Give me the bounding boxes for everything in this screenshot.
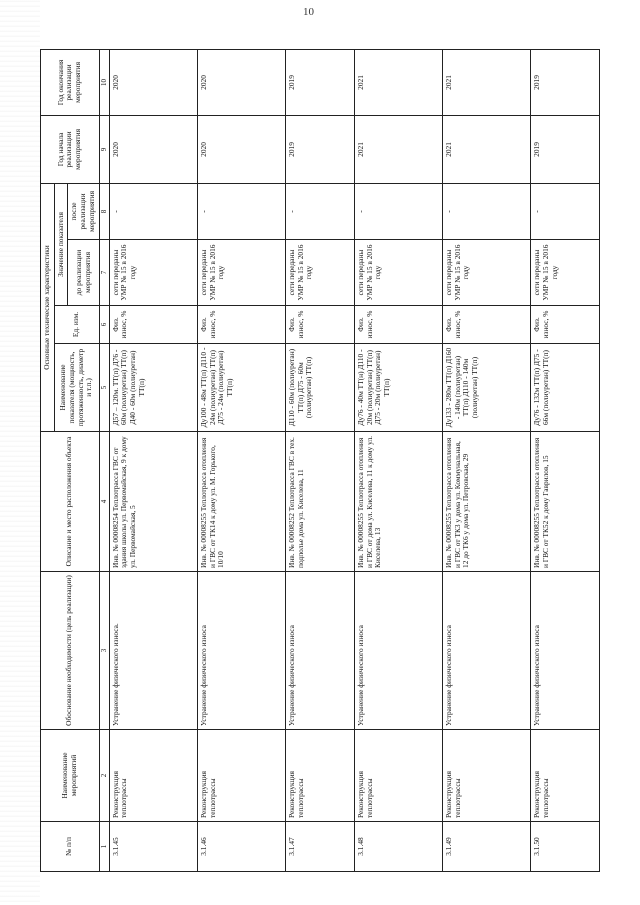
row-name: Реконструкция теплотрассы bbox=[109, 730, 197, 822]
table-row bbox=[109, 49, 197, 871]
header-num: № п/п bbox=[41, 822, 100, 872]
header-value-group: Значение показателя bbox=[54, 183, 68, 305]
row-end-year: 2020 bbox=[109, 49, 197, 115]
row-name: Реконструкция теплотрассы bbox=[354, 730, 442, 822]
row-after: - bbox=[531, 183, 600, 239]
row-start-year: 2019 bbox=[531, 115, 600, 183]
row-param: Д110 - 60м (полиуретан) ТТ(п) Д75 - 60м (полиуретан) ТТ(п) bbox=[285, 344, 354, 432]
row-param: Ду133 - 280м ТТ(п) Д160 - 140м (полиуретан) ТТ(п) Д110 - 140м (полиуретан) ТТ(п) bbox=[442, 344, 530, 432]
row-end-year: 2019 bbox=[531, 49, 600, 115]
row-after: - bbox=[354, 183, 442, 239]
row-number: 3.1.50 bbox=[531, 822, 600, 872]
row-start-year: 2021 bbox=[354, 115, 442, 183]
row-unit: Физ. износ, % bbox=[531, 306, 600, 344]
table-row bbox=[197, 49, 285, 871]
row-start-year: 2019 bbox=[285, 115, 354, 183]
header-before: до реализации мероприятия bbox=[68, 240, 99, 306]
row-number: 3.1.46 bbox=[197, 822, 285, 872]
col-number: 4 bbox=[99, 432, 109, 572]
row-end-year: 2019 bbox=[285, 49, 354, 115]
row-reason: Устранение физического износа bbox=[531, 572, 600, 730]
row-number: 3.1.49 bbox=[442, 822, 530, 872]
row-name: Реконструкция теплотрассы bbox=[285, 730, 354, 822]
table-row bbox=[285, 49, 354, 871]
col-number: 7 bbox=[99, 240, 109, 306]
rotated-table-wrapper bbox=[40, 50, 600, 872]
row-after: - bbox=[197, 183, 285, 239]
header-tech-group: Основные технические характеристики bbox=[41, 183, 55, 431]
header-after: после реализации мероприятия bbox=[68, 183, 99, 239]
row-number: 3.1.47 bbox=[285, 822, 354, 872]
row-location: Инв. № 00008255 Теплотрасса отопления и ГВС от ТК3 у дома ул. Коммунальная, 12 до ТК6 у дома ул. Петровская, 29 bbox=[442, 432, 530, 572]
col-number: 6 bbox=[99, 306, 109, 344]
header-end-year: Год окончания реализации мероприятия bbox=[41, 49, 100, 115]
header-reason: Обоснование необходимости (цель реализации) bbox=[41, 572, 100, 730]
header-param: Наименование показателя (мощность, протяженность, диаметр и т.п.) bbox=[54, 344, 99, 432]
column-number-row bbox=[99, 49, 109, 871]
col-number: 2 bbox=[99, 730, 109, 822]
row-start-year: 2020 bbox=[109, 115, 197, 183]
table-row bbox=[442, 49, 530, 871]
row-after: - bbox=[442, 183, 530, 239]
row-name: Реконструкция теплотрассы bbox=[531, 730, 600, 822]
row-end-year: 2021 bbox=[442, 49, 530, 115]
row-reason: Устранение физического износа. bbox=[109, 572, 197, 730]
row-end-year: 2021 bbox=[354, 49, 442, 115]
row-param: Д57 – 120м. ТТ(п) Д76 - 60м (полиуретан) ТТ(п) Д40 - 60м (полиуретан) ТТ(п) bbox=[109, 344, 197, 432]
row-unit: Физ. износ, % bbox=[197, 306, 285, 344]
row-after: - bbox=[285, 183, 354, 239]
col-number: 10 bbox=[99, 49, 109, 115]
header-row-1 bbox=[41, 49, 55, 871]
row-unit: Физ. износ, % bbox=[109, 306, 197, 344]
row-before: сети переданы УМР № 15 в 2016 году bbox=[109, 240, 197, 306]
row-number: 3.1.48 bbox=[354, 822, 442, 872]
row-reason: Устранение физического износа bbox=[354, 572, 442, 730]
header-unit: Ед. изм. bbox=[54, 306, 99, 344]
col-number: 3 bbox=[99, 572, 109, 730]
row-param: Ду76 - 132м ТТ(п) Д75 - 66м (полиуретан) ТТ(п) bbox=[531, 344, 600, 432]
header-name: Наименование мероприятий bbox=[41, 730, 100, 822]
row-param: Ду76 - 40м ТТ(н) Д110 - 20м (полиуретан) ТТ(п) Д75 - 20м (полиуретан) ТТ(п) bbox=[354, 344, 442, 432]
row-before: сети переданы УМР № 15 в 2016 году bbox=[354, 240, 442, 306]
header-start-year: Год начала реализации мероприятия bbox=[41, 115, 100, 183]
col-number: 1 bbox=[99, 822, 109, 872]
rotated-page bbox=[40, 50, 600, 872]
row-before: сети переданы УМР № 15 в 2016 году bbox=[285, 240, 354, 306]
row-location: Инв. № 00008252 Теплотрасса ГВС в тех. подполье дома ул. Киселева, 11 bbox=[285, 432, 354, 572]
row-location: Инв. № 00008254 Теплотрасса ГВС от здания школы ул. Первомайская, 9 к дому ул. Первомайская, 5 bbox=[109, 432, 197, 572]
row-location: Инв. № 00008255 Теплотрасса отопления и ГВС от ТК52 к дому Гаврилов, 15 bbox=[531, 432, 600, 572]
row-before: сети переданы УМР № 15 в 2016 году bbox=[197, 240, 285, 306]
row-number: 3.1.45 bbox=[109, 822, 197, 872]
row-location: Инв. № 00008255 Теплотрасса отопления и ГВС от ТК14 к дому ул. М. Горького, 10/10 bbox=[197, 432, 285, 572]
measures-table bbox=[40, 49, 600, 872]
row-name: Реконструкция теплотрассы bbox=[442, 730, 530, 822]
row-unit: Физ. износ, % bbox=[285, 306, 354, 344]
scan-edge-noise bbox=[0, 0, 40, 905]
col-number: 8 bbox=[99, 183, 109, 239]
row-unit: Физ. износ, % bbox=[442, 306, 530, 344]
row-location: Инв. № 00008255 Теплотрасса отопления и ГВС от дома ул. Киселева, 11 к дому ул. Киселева, 13 bbox=[354, 432, 442, 572]
row-after: - bbox=[109, 183, 197, 239]
row-name: Реконструкция теплотрассы bbox=[197, 730, 285, 822]
row-param: Ду100 - 48м ТТ(п) Д110 - 24м (полиуретан) ТТ(п) Д75 - 24м (полиуретан) ТТ(п) bbox=[197, 344, 285, 432]
col-number: 5 bbox=[99, 344, 109, 432]
page-number: 10 bbox=[303, 6, 314, 18]
row-reason: Устранение физического износа bbox=[442, 572, 530, 730]
row-unit: Физ. износ, % bbox=[354, 306, 442, 344]
row-end-year: 2020 bbox=[197, 49, 285, 115]
table-row bbox=[531, 49, 600, 871]
row-start-year: 2021 bbox=[442, 115, 530, 183]
col-number: 9 bbox=[99, 115, 109, 183]
table-row bbox=[354, 49, 442, 871]
header-location: Описание и место расположения объекта bbox=[41, 432, 100, 572]
row-before: сети переданы УМР № 15 в 2016 году bbox=[442, 240, 530, 306]
row-reason: Устранение физического износа bbox=[197, 572, 285, 730]
row-reason: Устранение физического износа bbox=[285, 572, 354, 730]
row-before: сети переданы УМР № 15 в 2016 году bbox=[531, 240, 600, 306]
row-start-year: 2020 bbox=[197, 115, 285, 183]
